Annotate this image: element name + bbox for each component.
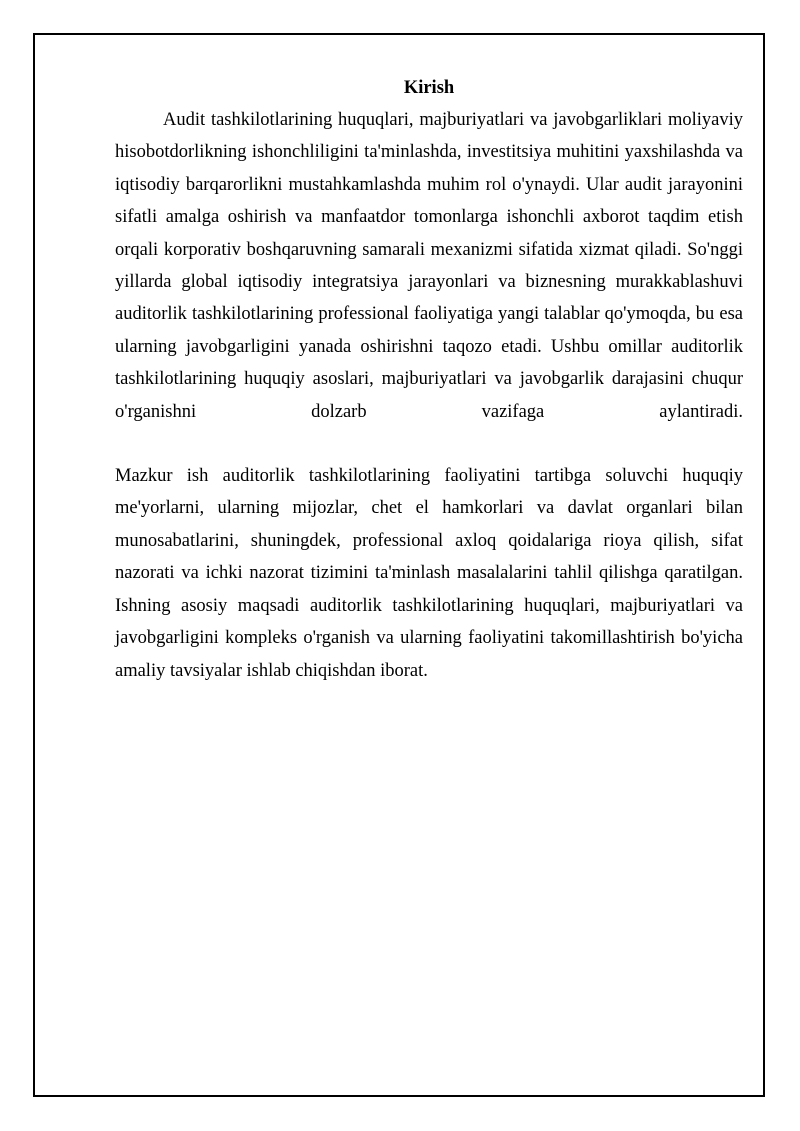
document-title: Kirish (403, 78, 455, 98)
document-body (115, 76, 743, 687)
paragraph-2: Mazkur ish auditorlik tashkilotlarining faoliyatini tartibga soluvchi huquqiy me'yorlarni, ularning mijozlar, chet el hamkorlari va davlat organlari bilan munosabatlarini, shuningdek, professional axloq qoidalariga rioya qilish, sifat nazorati va ichki nazorat tizimini ta'minlash masalalarini tahlil qilishga qaratilgan. Ishning asosiy maqsadi auditorlik tashkilotlarining huquqlari, majburiyatlari va javobgarligini kompleks o'rganish va ularning faoliyatini takomillashtirish bo'yicha amaliy tavsiyalar ishlab chiqishdan iborat. (115, 466, 743, 681)
paragraph-1: Audit tashkilotlarining huquqlari, majburiyatlari va javobgarliklari moliyaviy hisobotdorlikning ishonchliligini ta'minlashda, investitsiya muhitini yaxshilashda va iqtisodiy barqarorlikni mustahkamlashda muhim rol o'ynaydi. Ular audit jarayonini sifatli amalga oshirish va manfaatdor tomonlarga ishonchli axborot taqdim etish orqali korporativ boshqaruvning samarali mexanizmi sifatida xizmat qiladi. So'nggi yillarda global iqtisodiy integratsiya jarayonlari va biznesning murakkablashuvi auditorlik tashkilotlarining professional faoliyatiga yangi talablar qo'ymoqda, bu esa ularning javobgarligini yanada oshirishni taqozo etadi. Ushbu omillar auditorlik tashkilotlarining huquqiy asoslari, majburiyatlari va javobgarlik darajasini chuqur o'rganishni dolzarb vazifaga aylantiradi. (115, 110, 743, 422)
